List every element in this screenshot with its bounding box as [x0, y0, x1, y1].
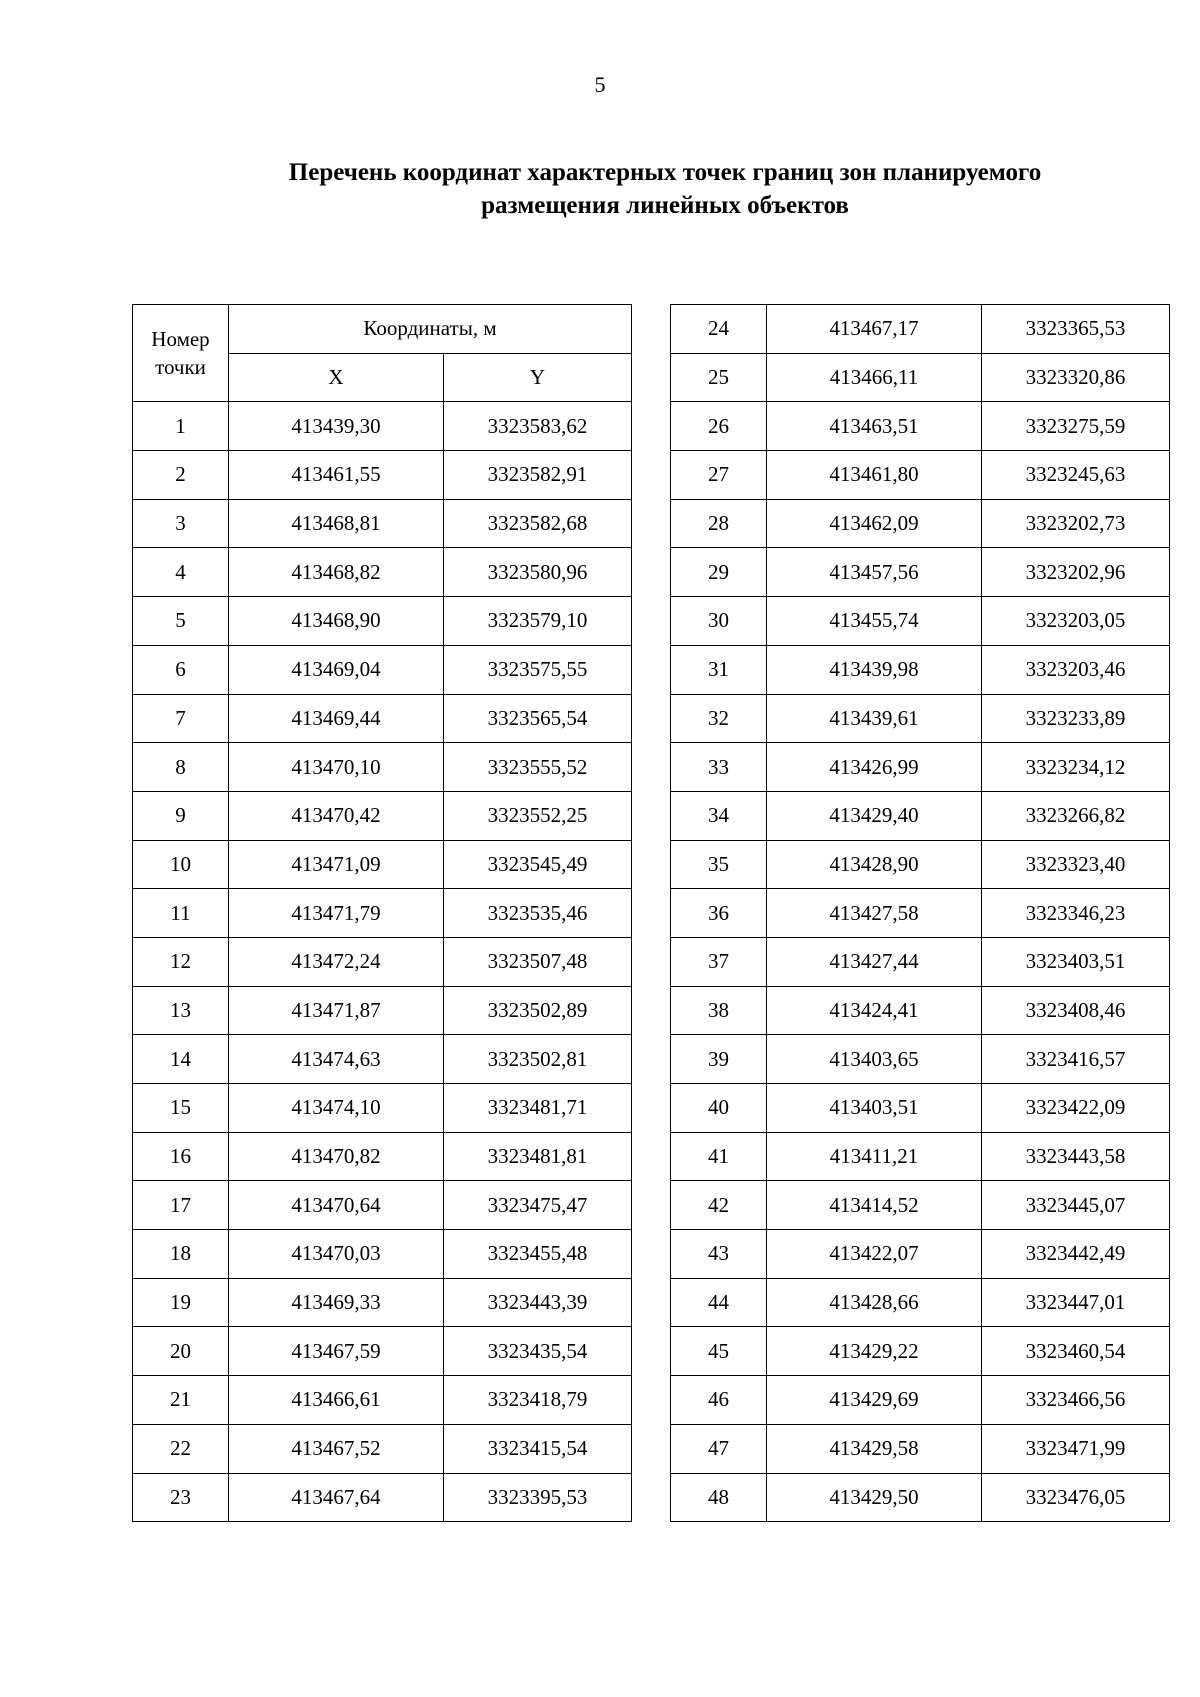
point-number-cell: 31 [671, 645, 767, 694]
y-coordinate-cell: 3323245,63 [982, 451, 1170, 500]
x-coordinate-cell: 413461,55 [229, 451, 444, 500]
y-coordinate-cell: 3323579,10 [444, 597, 632, 646]
y-coordinate-cell: 3323481,81 [444, 1132, 632, 1181]
point-number-cell: 28 [671, 499, 767, 548]
y-coordinate-cell: 3323565,54 [444, 694, 632, 743]
x-coordinate-cell: 413467,64 [229, 1473, 444, 1522]
y-coordinate-cell: 3323365,53 [982, 305, 1170, 354]
coordinates-table-right [670, 304, 1170, 1522]
x-coordinate-cell: 413466,61 [229, 1376, 444, 1425]
x-coordinate-cell: 413466,11 [767, 353, 982, 402]
table-row [133, 597, 632, 646]
y-coordinate-cell: 3323275,59 [982, 402, 1170, 451]
table-row [133, 1230, 632, 1279]
y-coordinate-cell: 3323416,57 [982, 1035, 1170, 1084]
table-row [671, 1230, 1170, 1279]
table-row [671, 1132, 1170, 1181]
document-title [130, 156, 1200, 222]
table-row [133, 548, 632, 597]
y-coordinate-cell: 3323403,51 [982, 937, 1170, 986]
y-coordinate-cell: 3323203,05 [982, 597, 1170, 646]
table-row [671, 353, 1170, 402]
y-coordinate-cell: 3323323,40 [982, 840, 1170, 889]
x-coordinate-cell: 413427,58 [767, 889, 982, 938]
table-row [671, 451, 1170, 500]
y-coordinate-cell: 3323455,48 [444, 1230, 632, 1279]
y-coordinate-cell: 3323418,79 [444, 1376, 632, 1425]
x-header: X [229, 353, 444, 402]
y-coordinate-cell: 3323552,25 [444, 791, 632, 840]
table-row [671, 1424, 1170, 1473]
point-number-cell: 8 [133, 743, 229, 792]
x-coordinate-cell: 413471,87 [229, 986, 444, 1035]
point-number-cell: 25 [671, 353, 767, 402]
point-number-cell: 35 [671, 840, 767, 889]
table-row [671, 1084, 1170, 1133]
table-row [133, 743, 632, 792]
coordinates-header: Координаты, м [229, 305, 632, 354]
point-number-cell: 22 [133, 1424, 229, 1473]
table-row [133, 889, 632, 938]
table-row [671, 1035, 1170, 1084]
y-coordinate-cell: 3323320,86 [982, 353, 1170, 402]
table-row [671, 1473, 1170, 1522]
y-coordinate-cell: 3323233,89 [982, 694, 1170, 743]
table-row [133, 1035, 632, 1084]
coordinates-table-left [132, 304, 632, 1522]
table-row [133, 645, 632, 694]
point-number-cell: 3 [133, 499, 229, 548]
table-row [133, 694, 632, 743]
y-coordinate-cell: 3323466,56 [982, 1376, 1170, 1425]
y-coordinate-cell: 3323443,39 [444, 1278, 632, 1327]
title-line-1: Перечень координат характерных точек границ зон планируемого [288, 159, 1042, 186]
y-coordinate-cell: 3323435,54 [444, 1327, 632, 1376]
point-number-cell: 43 [671, 1230, 767, 1279]
x-coordinate-cell: 413428,90 [767, 840, 982, 889]
point-number-cell: 33 [671, 743, 767, 792]
point-number-cell: 21 [133, 1376, 229, 1425]
table-row [671, 986, 1170, 1035]
y-coordinate-cell: 3323408,46 [982, 986, 1170, 1035]
x-coordinate-cell: 413474,63 [229, 1035, 444, 1084]
point-number-cell: 26 [671, 402, 767, 451]
y-coordinate-cell: 3323266,82 [982, 791, 1170, 840]
table-row [133, 1181, 632, 1230]
x-coordinate-cell: 413468,81 [229, 499, 444, 548]
table-row [671, 1327, 1170, 1376]
table-row [133, 840, 632, 889]
table-row [133, 1132, 632, 1181]
y-coordinate-cell: 3323580,96 [444, 548, 632, 597]
y-coordinate-cell: 3323234,12 [982, 743, 1170, 792]
table-row [671, 1181, 1170, 1230]
y-coordinate-cell: 3323422,09 [982, 1084, 1170, 1133]
x-coordinate-cell: 413429,40 [767, 791, 982, 840]
y-coordinate-cell: 3323202,73 [982, 499, 1170, 548]
table-row [133, 451, 632, 500]
y-coordinate-cell: 3323447,01 [982, 1278, 1170, 1327]
x-coordinate-cell: 413470,10 [229, 743, 444, 792]
table-row [133, 1278, 632, 1327]
x-coordinate-cell: 413467,52 [229, 1424, 444, 1473]
y-coordinate-cell: 3323555,52 [444, 743, 632, 792]
point-number-cell: 5 [133, 597, 229, 646]
point-number-cell: 30 [671, 597, 767, 646]
x-coordinate-cell: 413439,61 [767, 694, 982, 743]
y-coordinate-cell: 3323202,96 [982, 548, 1170, 597]
point-number-cell: 40 [671, 1084, 767, 1133]
x-coordinate-cell: 413467,17 [767, 305, 982, 354]
y-coordinate-cell: 3323481,71 [444, 1084, 632, 1133]
x-coordinate-cell: 413429,22 [767, 1327, 982, 1376]
point-number-cell: 46 [671, 1376, 767, 1425]
y-coordinate-cell: 3323445,07 [982, 1181, 1170, 1230]
point-number-cell: 14 [133, 1035, 229, 1084]
point-number-cell: 42 [671, 1181, 767, 1230]
x-coordinate-cell: 413411,21 [767, 1132, 982, 1181]
x-coordinate-cell: 413467,59 [229, 1327, 444, 1376]
table-row [133, 1327, 632, 1376]
y-coordinate-cell: 3323535,46 [444, 889, 632, 938]
point-number-cell: 15 [133, 1084, 229, 1133]
y-coordinate-cell: 3323415,54 [444, 1424, 632, 1473]
table-row [671, 1278, 1170, 1327]
table-row [671, 402, 1170, 451]
x-coordinate-cell: 413470,42 [229, 791, 444, 840]
point-number-cell: 44 [671, 1278, 767, 1327]
point-number-cell: 13 [133, 986, 229, 1035]
table-row [671, 645, 1170, 694]
point-number-cell: 17 [133, 1181, 229, 1230]
x-coordinate-cell: 413471,79 [229, 889, 444, 938]
point-number-cell: 20 [133, 1327, 229, 1376]
point-number-cell: 7 [133, 694, 229, 743]
point-number-cell: 11 [133, 889, 229, 938]
x-coordinate-cell: 413429,69 [767, 1376, 982, 1425]
table-row [133, 986, 632, 1035]
y-coordinate-cell: 3323442,49 [982, 1230, 1170, 1279]
y-coordinate-cell: 3323475,47 [444, 1181, 632, 1230]
point-number-cell: 23 [133, 1473, 229, 1522]
point-number-cell: 34 [671, 791, 767, 840]
x-coordinate-cell: 413463,51 [767, 402, 982, 451]
y-header: Y [444, 353, 632, 402]
table-row [671, 499, 1170, 548]
point-number-cell: 36 [671, 889, 767, 938]
point-number-cell: 41 [671, 1132, 767, 1181]
x-coordinate-cell: 413457,56 [767, 548, 982, 597]
table-row [671, 548, 1170, 597]
point-number-cell: 47 [671, 1424, 767, 1473]
point-number-cell: 10 [133, 840, 229, 889]
y-coordinate-cell: 3323395,53 [444, 1473, 632, 1522]
x-coordinate-cell: 413439,98 [767, 645, 982, 694]
point-number-cell: 9 [133, 791, 229, 840]
table-row [671, 1376, 1170, 1425]
x-coordinate-cell: 413469,44 [229, 694, 444, 743]
table-row [133, 402, 632, 451]
point-number-cell: 39 [671, 1035, 767, 1084]
x-coordinate-cell: 413424,41 [767, 986, 982, 1035]
point-number-cell: 6 [133, 645, 229, 694]
x-coordinate-cell: 413462,09 [767, 499, 982, 548]
point-number-cell: 27 [671, 451, 767, 500]
point-number-cell: 37 [671, 937, 767, 986]
point-number-cell: 19 [133, 1278, 229, 1327]
x-coordinate-cell: 413461,80 [767, 451, 982, 500]
x-coordinate-cell: 413469,33 [229, 1278, 444, 1327]
x-coordinate-cell: 413470,64 [229, 1181, 444, 1230]
table-row [671, 743, 1170, 792]
x-coordinate-cell: 413474,10 [229, 1084, 444, 1133]
point-number-header-line-1: Номер [151, 327, 210, 352]
point-number-cell: 16 [133, 1132, 229, 1181]
x-coordinate-cell: 413469,04 [229, 645, 444, 694]
table-row [133, 1084, 632, 1133]
point-number-header [133, 305, 229, 402]
title-line-2: размещения линейных объектов [481, 192, 849, 219]
table-row [133, 1473, 632, 1522]
x-coordinate-cell: 413428,66 [767, 1278, 982, 1327]
y-coordinate-cell: 3323583,62 [444, 402, 632, 451]
y-coordinate-cell: 3323203,46 [982, 645, 1170, 694]
point-number-cell: 45 [671, 1327, 767, 1376]
table-row [133, 1376, 632, 1425]
y-coordinate-cell: 3323502,89 [444, 986, 632, 1035]
table-row [133, 791, 632, 840]
table-row [671, 597, 1170, 646]
table-row [671, 305, 1170, 354]
y-coordinate-cell: 3323476,05 [982, 1473, 1170, 1522]
x-coordinate-cell: 413426,99 [767, 743, 982, 792]
point-number-cell: 2 [133, 451, 229, 500]
y-coordinate-cell: 3323582,91 [444, 451, 632, 500]
header-row-1 [133, 305, 632, 354]
y-coordinate-cell: 3323460,54 [982, 1327, 1170, 1376]
y-coordinate-cell: 3323502,81 [444, 1035, 632, 1084]
y-coordinate-cell: 3323346,23 [982, 889, 1170, 938]
table-row [671, 791, 1170, 840]
point-number-cell: 29 [671, 548, 767, 597]
x-coordinate-cell: 413468,90 [229, 597, 444, 646]
table-row [671, 889, 1170, 938]
table-row [671, 694, 1170, 743]
point-number-cell: 32 [671, 694, 767, 743]
y-coordinate-cell: 3323575,55 [444, 645, 632, 694]
point-number-cell: 18 [133, 1230, 229, 1279]
table-row [133, 499, 632, 548]
point-number-cell: 12 [133, 937, 229, 986]
table-row [133, 937, 632, 986]
table-row [671, 840, 1170, 889]
x-coordinate-cell: 413470,03 [229, 1230, 444, 1279]
point-number-cell: 1 [133, 402, 229, 451]
page-number: 5 [594, 72, 606, 97]
x-coordinate-cell: 413403,65 [767, 1035, 982, 1084]
point-number-cell: 24 [671, 305, 767, 354]
point-number-cell: 48 [671, 1473, 767, 1522]
x-coordinate-cell: 413472,24 [229, 937, 444, 986]
point-number-header-line-2: точки [155, 355, 206, 380]
y-coordinate-cell: 3323443,58 [982, 1132, 1170, 1181]
x-coordinate-cell: 413403,51 [767, 1084, 982, 1133]
y-coordinate-cell: 3323471,99 [982, 1424, 1170, 1473]
x-coordinate-cell: 413414,52 [767, 1181, 982, 1230]
x-coordinate-cell: 413427,44 [767, 937, 982, 986]
y-coordinate-cell: 3323507,48 [444, 937, 632, 986]
x-coordinate-cell: 413439,30 [229, 402, 444, 451]
point-number-cell: 38 [671, 986, 767, 1035]
table-row [133, 1424, 632, 1473]
table-row [671, 937, 1170, 986]
x-coordinate-cell: 413471,09 [229, 840, 444, 889]
x-coordinate-cell: 413468,82 [229, 548, 444, 597]
x-coordinate-cell: 413455,74 [767, 597, 982, 646]
point-number-cell: 4 [133, 548, 229, 597]
y-coordinate-cell: 3323582,68 [444, 499, 632, 548]
x-coordinate-cell: 413429,58 [767, 1424, 982, 1473]
x-coordinate-cell: 413470,82 [229, 1132, 444, 1181]
x-coordinate-cell: 413429,50 [767, 1473, 982, 1522]
y-coordinate-cell: 3323545,49 [444, 840, 632, 889]
x-coordinate-cell: 413422,07 [767, 1230, 982, 1279]
